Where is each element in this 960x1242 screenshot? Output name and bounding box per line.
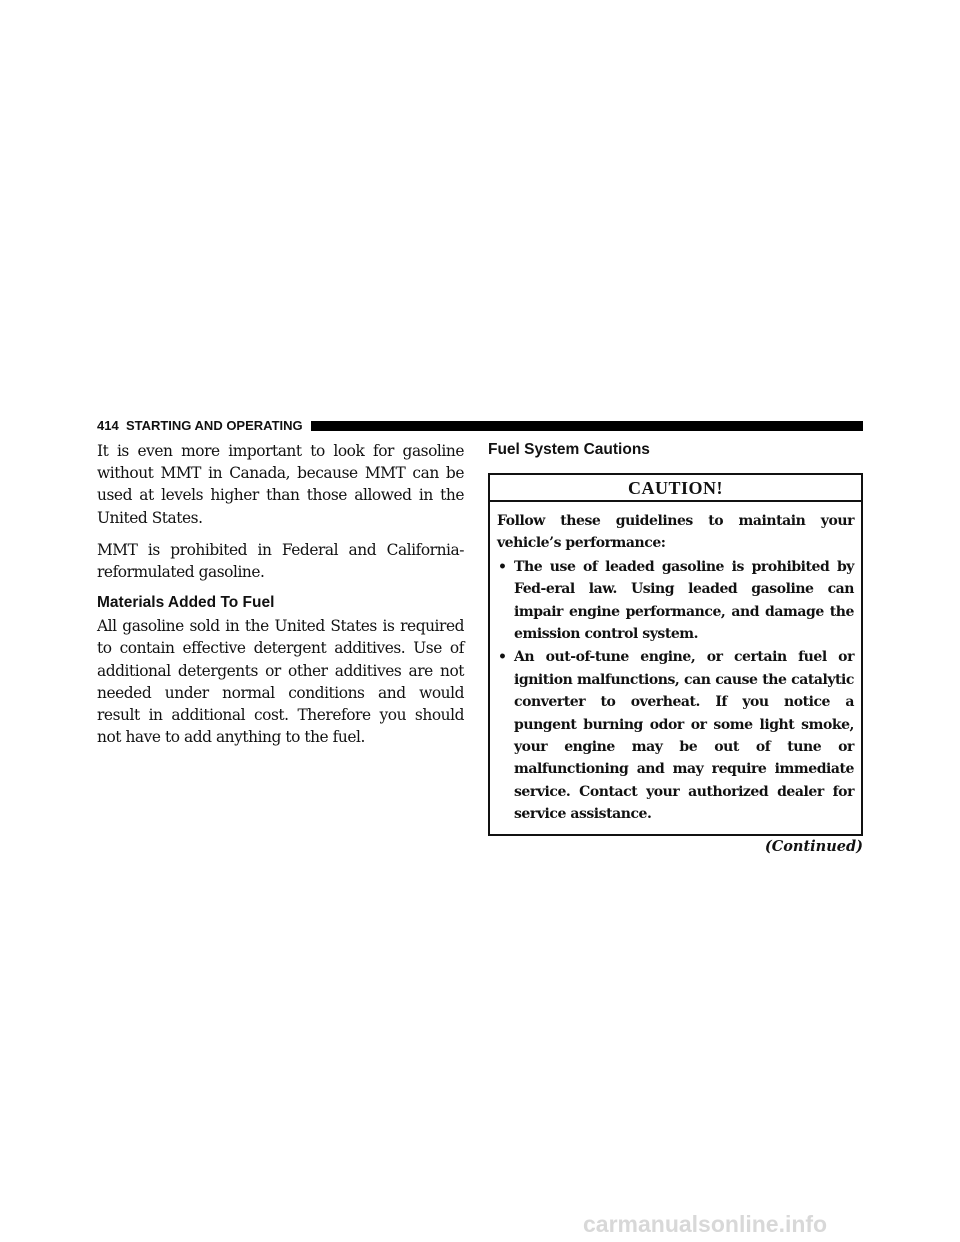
watermark-text: carmanualsonline.info [583, 1212, 828, 1236]
section-title: STARTING AND OPERATING [125, 418, 303, 433]
bullet-icon: • [498, 649, 507, 666]
heading-materials-added: Materials Added To Fuel [97, 594, 275, 612]
right-column [488, 440, 863, 858]
caution-item-text: An out-of-tune engine, or certain fuel or ignition malfunctions, can cause the catalytic converter to overheat. If you notice a pungent burning odor or some light smoke, your engine may be out of tune or malfunctioning and may require immediate service. Contact your authorized dealer for service assistance. [514, 649, 854, 823]
caution-body [490, 502, 861, 834]
left-column [97, 440, 464, 758]
caution-intro: Follow these guidelines to maintain your vehicle’s performance: [497, 513, 854, 552]
caution-item-leaded-gasoline [497, 556, 854, 646]
caution-title: CAUTION! [490, 475, 861, 502]
continued-label: (Continued) [764, 837, 863, 855]
paragraph-mmt-prohibited: MMT is prohibited in Federal and California-reformulated gasoline. [97, 540, 464, 582]
header-label [97, 419, 311, 433]
caution-item-text: The use of leaded gasoline is prohibited by Fed-eral law. Using leaded gasoline can impair engine performance, and damage the emission control system. [514, 558, 854, 643]
header-rule [311, 421, 863, 431]
paragraph-detergent-additives: All gasoline sold in the United States is required to contain effective detergent additives. Use of additional detergents or other additives are not needed under normal conditions and would result in additional cost. Therefore you should not have to add anything to the fuel. [97, 617, 464, 747]
bullet-icon: • [498, 558, 507, 575]
caution-item-out-of-tune [497, 646, 854, 825]
page-number: 414 [97, 418, 119, 433]
caution-list [497, 556, 854, 826]
caution-box [488, 473, 863, 836]
paragraph-mmt-canada: It is even more important to look for gasoline without MMT in Canada, because MMT can be used at levels higher than those allowed in the United States. [97, 442, 464, 527]
page-header [97, 419, 863, 433]
heading-fuel-system-cautions: Fuel System Cautions [488, 441, 650, 458]
